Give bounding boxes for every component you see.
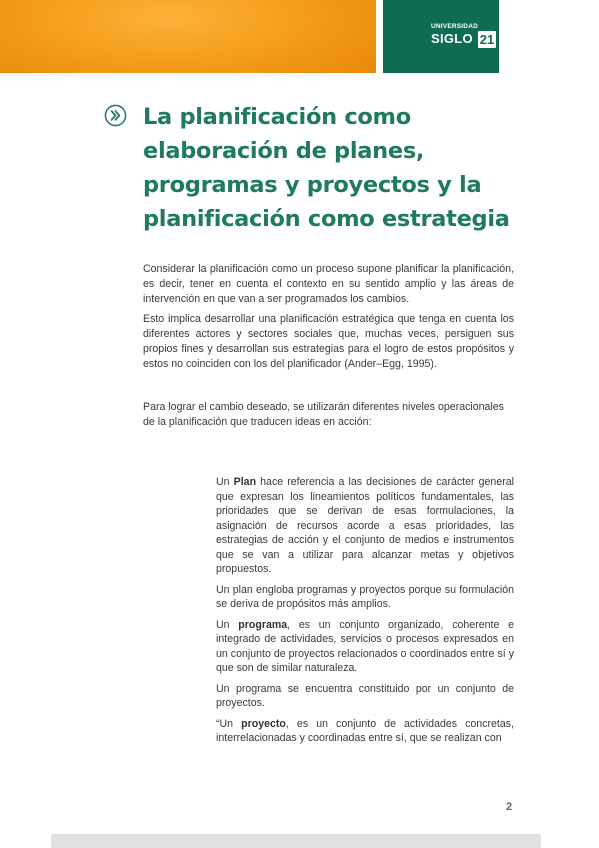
project-definition: “Un proyecto, es un conjunto de actividades concretas, interrelacionadas y coordinadas entre sí, que se realizan con xyxy=(216,717,514,744)
term-plan: Plan xyxy=(233,476,257,488)
double-chevron-right-icon xyxy=(104,104,127,127)
logo-number: 21 xyxy=(479,32,495,47)
term-proyecto: proyecto xyxy=(241,717,286,730)
definitions-block xyxy=(216,475,514,752)
footer-bar xyxy=(51,834,541,848)
plan-definition: Un Plan hace referencia a las decisiones de carácter general que expresan los lineamientos políticos fundamentales, las prioridades que se derivan de esas formulaciones, la asignación de recursos acorde a esas prioridades, las estrategias de acción y el conjunto de medios e instrumentos que se van a utilizar para alcanzar metas y objetivos propuestos. xyxy=(216,476,514,575)
university-logo xyxy=(383,0,499,73)
term-programa: programa xyxy=(238,618,288,631)
lead-text xyxy=(143,400,514,430)
intro-paragraph: Esto implica desarrollar una planificación estratégica que tenga en cuenta los diferentes actores y sectores sociales que, muchas veces, persiguen sus propios fines y desarrollan sus estrategias para el logro de estos propósitos y estos no coinciden con los del planificador (Ander–Egg, 1995). xyxy=(143,313,514,370)
lead-paragraph: Para lograr el cambio deseado, se utilizarán diferentes niveles operacionales de la planificación que traducen ideas en acción: xyxy=(143,401,504,428)
header-orange-band xyxy=(0,0,376,73)
page-number: 2 xyxy=(506,801,513,813)
page-title: La planificación como elaboración de planes, programas y proyectos y la planificación como estrategia xyxy=(143,104,510,232)
logo-text-big: SIGLO xyxy=(431,31,473,46)
intro-text xyxy=(143,262,514,377)
program-note: Un programa se encuentra constituido por un conjunto de proyectos. xyxy=(216,682,514,709)
plan-note: Un plan engloba programas y proyectos porque su formulación se deriva de propósitos más amplios. xyxy=(216,583,514,610)
logo-text-small: UNIVERSIDAD xyxy=(431,23,478,30)
program-definition: Un programa, es un conjunto organizado, coherente e integrado de actividades, servicios o procesos expresados en un conjunto de proyectos relacionados o coordinados entre sí y que son de similar naturaleza. xyxy=(216,618,514,674)
intro-paragraph: Considerar la planificación como un proceso supone planificar la planificación, es decir, tener en cuenta el contexto en su sentido amplio y las áreas de intervención en que van a ser programados los cambios. xyxy=(143,263,514,305)
